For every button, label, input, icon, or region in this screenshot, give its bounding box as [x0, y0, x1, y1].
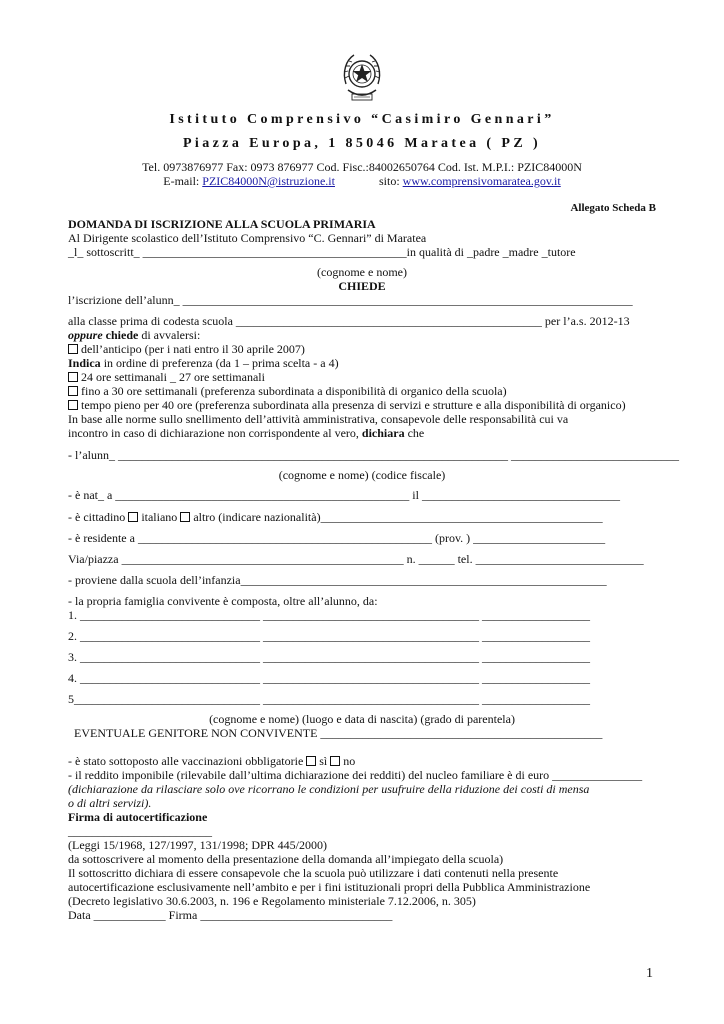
family-row: 4. ______________________________ ____________________________________ __________________: [68, 671, 590, 685]
cittadino-label: - è cittadino: [68, 510, 129, 524]
allegato-label: Allegato Scheda B: [570, 202, 656, 214]
anticipo-label: dell’anticipo (per i nati entro il 30 aprile 2007): [81, 342, 305, 356]
leggi-reference: (Leggi 15/1968, 127/1997, 131/1998; DPR 445/2000): [68, 838, 327, 852]
family-row: 2. ______________________________ ____________________________________ __________________: [68, 629, 590, 643]
site-label: sito:: [378, 174, 400, 188]
anticipo-checkbox[interactable]: [68, 344, 78, 354]
site-link[interactable]: www.comprensivomaratea.gov.it: [402, 174, 561, 188]
option-40: [68, 398, 626, 412]
indica-text: in ordine di preferenza (da 1 – prima scelta - a 4): [100, 356, 339, 370]
oppure-word: oppure: [68, 328, 103, 342]
school-web-line: [0, 174, 724, 188]
addressee: Al Dirigente scolastico dell’Istituto Comprensivo “C. Gennari” di Maratea: [68, 231, 427, 245]
italiano-label: italiano: [141, 510, 181, 524]
form-title: DOMANDA DI ISCRIZIONE ALLA SCUOLA PRIMARIA: [68, 217, 376, 231]
school-contacts: Tel. 0973876977 Fax: 0973 876977 Cod. Fisc.:84002650764 Cod. Ist. M.P.I.: PZIC84000N: [142, 160, 582, 174]
consapevole-line-2: autocertificazione esclusivamente nell’ambito e per i fini istituzionali propri della Pubblica Amministrazione: [68, 880, 591, 894]
ore-30-checkbox[interactable]: [68, 386, 78, 396]
norme-text: incontro in caso di dichiarazione non corrispondente al vero,: [68, 426, 362, 440]
iscrizione-line: l’iscrizione dell’alunn_ ___________________________________________________________________________: [68, 293, 633, 307]
classe-line: alla classe prima di codesta scuola ___________________________________________________ per l’a.s. 2012-13: [68, 314, 630, 328]
family-row: 1. ______________________________ ____________________________________ __________________: [68, 608, 590, 622]
residente-line: - è residente a _________________________________________________ (prov. ) ______________________: [68, 531, 606, 545]
ore-40-checkbox[interactable]: [68, 400, 78, 410]
consapevole-line-1: Il sottoscritto dichiara di essere consapevole che la scuola può utilizzare i dati contenuti nella presente: [68, 866, 559, 880]
genitore-line: EVENTUALE GENITORE NON CONVIVENTE _______________________________________________: [74, 726, 603, 740]
email-label: E-mail:: [163, 174, 200, 188]
option-24-label: 24 ore settimanali _ 27 ore settimanali: [81, 370, 265, 384]
chiede-word: chiede: [105, 328, 139, 342]
email-link[interactable]: PZIC84000N@istruzione.it: [202, 174, 335, 188]
altro-label: altro (indicare nazionalità)_______________________________________________: [193, 510, 603, 524]
firma-autocertificazione-line: ________________________: [68, 824, 212, 838]
school-name: Istituto Comprensivo “Casimiro Gennari”: [169, 112, 555, 127]
sottoscrivere-note: da sottoscrivere al momento della presentazione della domanda all’impiegato della scuola): [68, 852, 504, 866]
school-address: Piazza Europa, 1 85046 Maratea ( PZ ): [182, 136, 542, 151]
sottoscritto-line: _l_ sottoscritt_ ____________________________________________in qualità di _padre _madre _tutore: [68, 245, 576, 259]
norme-line-2: [68, 426, 424, 440]
family-row: 3. ______________________________ ____________________________________ __________________: [68, 650, 590, 664]
alunno-line: - l’alunn_ _________________________________________________________________ ____________________________: [68, 448, 679, 462]
vaccini-si-checkbox[interactable]: [306, 756, 316, 766]
nato-line: - è nat_ a _________________________________________________ il _________________________________: [68, 488, 620, 502]
avvalersi-text: di avvalersi:: [138, 328, 201, 342]
page-number: 1: [646, 966, 653, 981]
norme-line-1: In base alle norme sullo snellimento dell’attività amministrativa, consapevole delle responsabilità cui va: [68, 412, 569, 426]
proviene-line: - proviene dalla scuola dell’infanzia_____________________________________________________________: [68, 573, 607, 587]
oppure-line: [68, 328, 200, 342]
cittadino-line: [68, 510, 603, 524]
option-40-label: tempo pieno per 40 ore (preferenza subordinata alla presenza di servizi e strutture e alla disponibilità di organico): [81, 398, 626, 412]
cognome-cf-caption: (cognome e nome) (codice fiscale): [278, 468, 446, 482]
vaccini-no-checkbox[interactable]: [330, 756, 340, 766]
dichiarazione-note-2: o di altri servizi).: [68, 796, 152, 810]
reddito-line: - il reddito imponibile (rilevabile dall’ultima dichiarazione dei redditi) del nucleo familiare è di euro _______________: [68, 768, 643, 782]
ore-24-checkbox[interactable]: [68, 372, 78, 382]
che-text: che: [404, 426, 425, 440]
anticipo-option: [68, 342, 305, 356]
option-30: [68, 384, 507, 398]
italiano-checkbox[interactable]: [128, 512, 138, 522]
family-row: 5_______________________________ ____________________________________ __________________: [68, 692, 590, 706]
vaccinazioni-label: - è stato sottoposto alle vaccinazioni obbligatorie: [68, 754, 307, 768]
decreto-reference: (Decreto legislativo 30.6.2003, n. 196 e Regolamento ministeriale 7.12.2006, n. 305): [68, 894, 476, 908]
dichiara-word: dichiara: [361, 426, 405, 440]
data-firma-line: Data ____________ Firma ________________________________: [68, 908, 393, 922]
famiglia-line: - la propria famiglia convivente è composta, oltre all’alunno, da:: [68, 594, 378, 608]
vaccini-no-label: no: [343, 754, 356, 768]
option-24-27: [68, 370, 265, 384]
vaccinazioni-line: [68, 754, 355, 768]
italian-republic-emblem-icon: [340, 50, 384, 106]
indica-word: Indica: [68, 356, 101, 370]
firma-autocertificazione-heading: Firma di autocertificazione: [68, 810, 208, 824]
altro-checkbox[interactable]: [180, 512, 190, 522]
cognome-nome-caption: (cognome e nome): [317, 265, 407, 279]
via-line: Via/piazza _______________________________________________ n. ______ tel. ____________________________: [68, 552, 644, 566]
vaccini-si-label: sì: [319, 754, 331, 768]
option-30-label: fino a 30 ore settimanali (preferenza subordinata a disponibilità di organico della scuola): [81, 384, 507, 398]
family-legend: (cognome e nome) (luogo e data di nascita) (grado di parentela): [209, 712, 515, 726]
chiede-heading: CHIEDE: [338, 279, 386, 293]
indica-line: [68, 356, 339, 370]
dichiarazione-note-1: (dichiarazione da rilasciare solo ove ricorrano le condizioni per usufruire della riduzione dei costi di mensa: [68, 782, 590, 796]
